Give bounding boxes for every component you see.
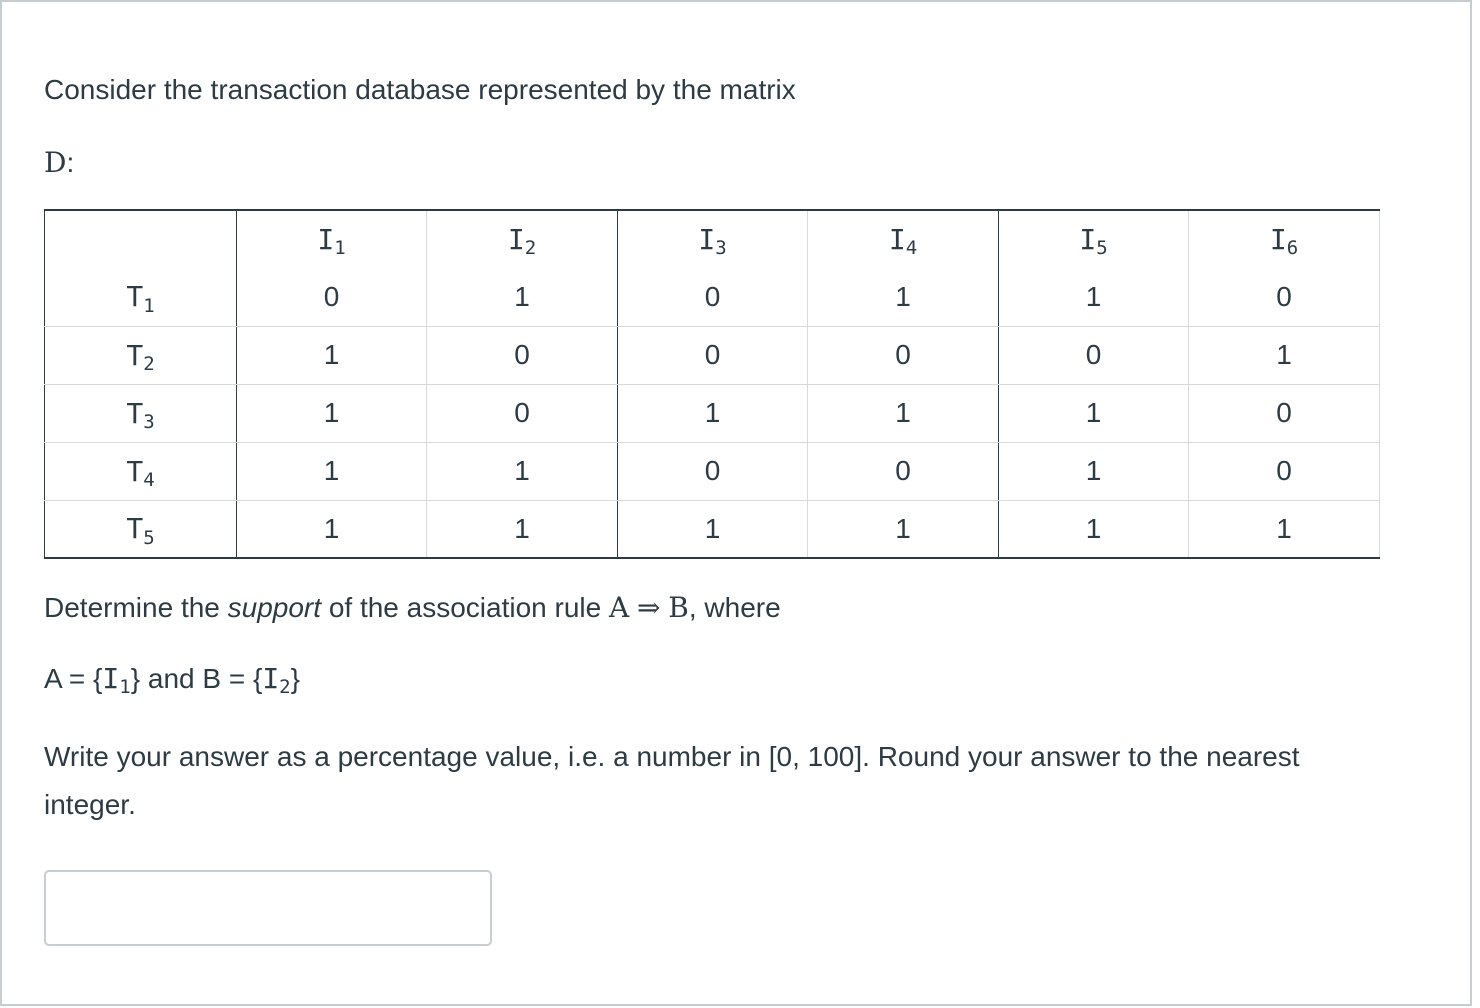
- row-header: T3: [45, 384, 237, 442]
- rule-arrow: ⇒: [637, 591, 661, 624]
- matrix-cell: 0: [427, 326, 618, 384]
- matrix-cell: 0: [1189, 268, 1380, 326]
- answer-instructions: Write your answer as a percentage value, i.e. a number in [0, 100]. Round your answer to the nearest integer.: [44, 741, 1300, 820]
- itemset-a-item: I: [102, 662, 120, 695]
- matrix-cell: 1: [427, 268, 618, 326]
- matrix-cell: 1: [237, 326, 427, 384]
- row-header: T4: [45, 442, 237, 500]
- matrix-cell: 1: [237, 500, 427, 558]
- matrix-colon: :: [66, 147, 75, 178]
- rule-rhs: B: [668, 591, 689, 624]
- matrix-cell: 1: [999, 500, 1189, 558]
- matrix-cell: 1: [1189, 326, 1380, 384]
- matrix-cell: 0: [1189, 442, 1380, 500]
- matrix-row: [45, 384, 1380, 442]
- matrix-cell: 0: [237, 268, 427, 326]
- matrix-symbol: D: [44, 146, 67, 179]
- matrix-cell: 1: [808, 384, 999, 442]
- row-header: T5: [45, 500, 237, 558]
- matrix-cell: 1: [237, 384, 427, 442]
- matrix-cell: 1: [999, 268, 1189, 326]
- matrix-cell: 0: [1189, 384, 1380, 442]
- rule-lhs: A: [609, 591, 630, 624]
- matrix-label: [44, 145, 74, 181]
- transaction-matrix: [44, 209, 1380, 559]
- support-emphasis: support: [227, 592, 322, 623]
- matrix-cell: 1: [427, 500, 618, 558]
- matrix-cell: 1: [999, 442, 1189, 500]
- matrix-cell: 0: [808, 442, 999, 500]
- matrix-row: [45, 268, 1380, 326]
- column-header: I1: [237, 210, 427, 268]
- row-header: T1: [45, 268, 237, 326]
- itemset-definition: A = {I1} and B = {I2}: [44, 662, 300, 699]
- matrix-cell: 0: [618, 326, 808, 384]
- column-header: I3: [618, 210, 808, 268]
- matrix-row: [45, 326, 1380, 384]
- column-header: I4: [808, 210, 999, 268]
- matrix-cell: 1: [999, 384, 1189, 442]
- matrix-cell: 1: [618, 500, 808, 558]
- row-header: T2: [45, 326, 237, 384]
- column-header: I5: [999, 210, 1189, 268]
- question-intro: Consider the transaction database represented by the matrix: [44, 74, 796, 105]
- answer-input[interactable]: [44, 870, 492, 946]
- matrix-cell: 1: [1189, 500, 1380, 558]
- matrix-cell: 1: [618, 384, 808, 442]
- matrix-header-row: [45, 210, 1380, 268]
- matrix-row: [45, 500, 1380, 558]
- matrix-corner-cell: [45, 210, 237, 268]
- matrix-cell: 0: [999, 326, 1189, 384]
- matrix-cell: 1: [808, 268, 999, 326]
- column-header: I6: [1189, 210, 1380, 268]
- matrix-cell: 0: [618, 268, 808, 326]
- matrix-row: [45, 442, 1380, 500]
- matrix-cell: 0: [808, 326, 999, 384]
- matrix-cell: 0: [618, 442, 808, 500]
- column-header: I2: [427, 210, 618, 268]
- matrix-cell: 1: [237, 442, 427, 500]
- matrix-cell: 0: [427, 384, 618, 442]
- matrix-body: [45, 268, 1380, 558]
- matrix-cell: 1: [808, 500, 999, 558]
- matrix-cell: 1: [427, 442, 618, 500]
- question-task: Determine the support of the association rule A ⇒ B, where: [44, 591, 781, 624]
- itemset-b-item: I: [262, 662, 280, 695]
